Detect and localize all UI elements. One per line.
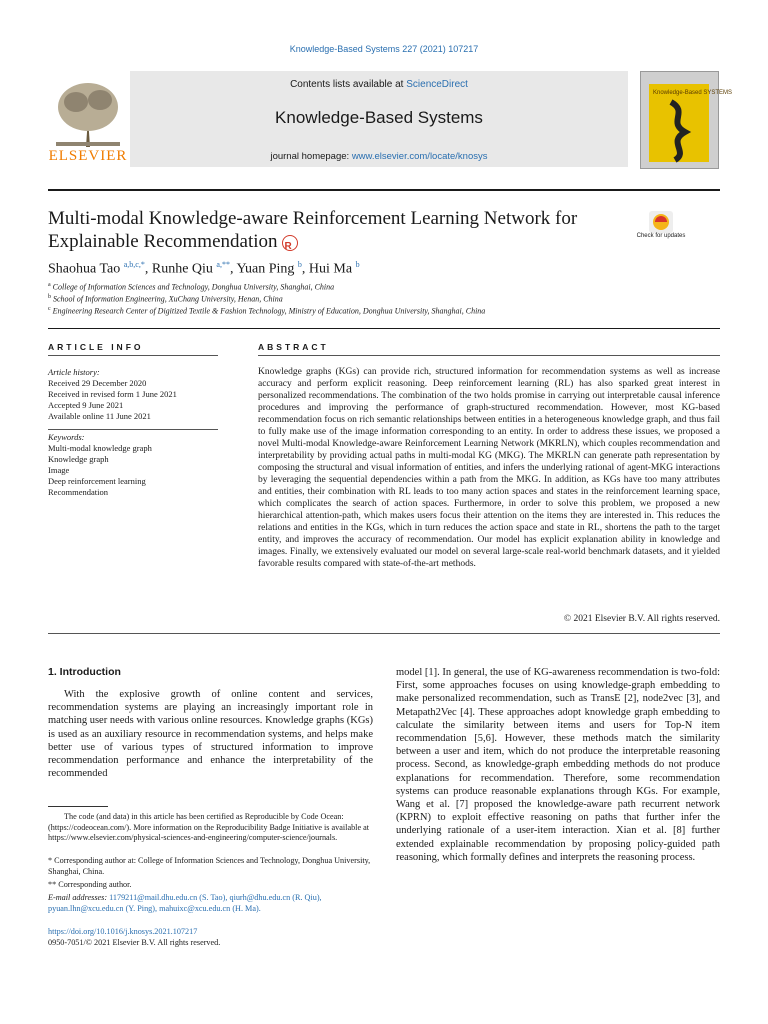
affiliation-b: [48, 294, 283, 304]
history-item: Received 29 December 2020: [48, 378, 147, 388]
check-for-updates-label[interactable]: Check for updates: [636, 233, 686, 239]
affiliation-marker: a: [48, 282, 51, 288]
introduction-right-paragraph: model [1]. In general, the use of KG-awareness recommendation is two-fold: First, some approaches focuses on using knowledge-graph embedding to make personalized recommendation, such as TransE [2], node2vec [3], and Metapath2Vec [4]. These approaches adopt knowledge graph embedding to calculate the similarity between items and users for Top-N item recommendation [5,6]. However, these methods match the similarity between a user and item, which do not produce the interpretable reasoning process. Second, as knowledge-graph embedding methods do not produce explanations for recommendation. Therefore, some recommendation systems can produce reasonable explanations through KGs. For example, Wang et al. [7] proposed the knowledge-aware path recurrent network (KPRN) to exploit effective reasoning on paths that further infer the underlying rationale of a user-item interaction. Xian et al. [8] further extended explainable recommendation by proposing policy-guided path reasoning, which formally defines and interprets the reasoning process.: [396, 667, 720, 863]
homepage-link[interactable]: www.elsevier.com/locate/knosys: [351, 151, 488, 162]
abstract-heading: ABSTRACT: [258, 342, 329, 352]
article-history: [48, 367, 223, 422]
author-affil-marker[interactable]: a,**: [216, 260, 230, 269]
keywords-label: Keywords:: [48, 432, 85, 442]
history-item: Accepted 9 June 2021: [48, 400, 124, 410]
affiliation-marker: c: [48, 306, 51, 312]
author-name[interactable]: Runhe Qiu: [151, 261, 213, 277]
keyword-item: Multi-modal knowledge graph: [48, 443, 152, 453]
email-label: E-mail addresses:: [48, 893, 108, 902]
check-for-updates-icon[interactable]: [643, 211, 679, 247]
abstract-bottom-rule: [48, 633, 720, 634]
reproducible-badge-icon[interactable]: [282, 235, 298, 251]
affiliation-a: [48, 282, 334, 292]
author-affil-marker[interactable]: a,b,c,*: [123, 260, 145, 269]
author-name[interactable]: Shaohua Tao: [48, 261, 121, 277]
journal-reference[interactable]: Knowledge-Based Systems 227 (2021) 107217: [289, 44, 479, 54]
author-affil-marker[interactable]: b: [297, 260, 302, 269]
contents-line: [130, 79, 628, 90]
section-rule: [48, 328, 720, 329]
article-info-heading: ARTICLE INFO: [48, 342, 144, 352]
journal-title: Knowledge-Based Systems: [275, 108, 483, 127]
corresponding-author-note: * Corresponding author at: College of Information Sciences and Technology, Donghua University, Shanghai, China.: [48, 856, 371, 876]
cover-art: [649, 84, 733, 162]
affiliation-c: [48, 306, 485, 316]
keywords-rule: [48, 429, 218, 430]
keyword-item: Knowledge graph: [48, 454, 109, 464]
article-info-rule: [48, 355, 218, 356]
doi-link[interactable]: https://doi.org/10.1016/j.knosys.2021.107217: [48, 927, 198, 936]
sciencedirect-link[interactable]: ScienceDirect: [406, 79, 468, 90]
abstract-copyright: © 2021 Elsevier B.V. All rights reserved.: [563, 614, 720, 624]
affiliation-text: Engineering Research Center of Digitized Textile & Fashion Technology, Ministry of Education, Donghua University, Shanghai, China: [52, 306, 486, 316]
keywords: [48, 432, 223, 498]
second-corresponding-note: ** Corresponding author.: [48, 880, 132, 889]
header-rule: [48, 189, 720, 191]
email-footnote: [48, 893, 373, 914]
journal-cover-image[interactable]: [640, 71, 733, 169]
author-name[interactable]: Yuan Ping: [236, 261, 295, 277]
history-item: Available online 11 June 2021: [48, 411, 151, 421]
history-item: Received in revised form 1 June 2021: [48, 389, 177, 399]
keyword-item: Deep reinforcement learning: [48, 476, 146, 486]
author-name[interactable]: Hui Ma: [308, 261, 353, 277]
contents-prefix: Contents lists available at: [290, 79, 407, 90]
homepage-prefix: journal homepage:: [270, 151, 352, 162]
homepage-line: [130, 151, 628, 162]
keyword-item: Image: [48, 465, 70, 475]
author-list: Shaohua Tao $^{a,b,c,*}$, Runhe Qiu $^{a,**}$, Yuan Ping $^b$, Hui Ma $^b$: [48, 260, 360, 277]
cover-title: Knowledge-Based SYSTEMS: [653, 90, 733, 96]
email-links[interactable]: 1179211@mail.dhu.edu.cn (S. Tao), qiurh@dhu.edu.cn (R. Qiu), pyuan.lhn@xcu.edu.cn (Y. Ping), mahuixc@xcu.edu.cn (H. Ma).: [48, 893, 322, 913]
introduction-heading: 1. Introduction: [48, 666, 121, 678]
affiliation-text: College of Information Sciences and Technology, Donghua University, Shanghai, China: [52, 282, 335, 292]
history-label: Article history:: [48, 367, 100, 377]
author-affil-marker[interactable]: b: [355, 260, 360, 269]
affiliation-marker: b: [48, 294, 51, 300]
code-ocean-footnote: The code (and data) in this article has been certified as Reproducible by Code Ocean: (https://codeocean.com/). More information on the Reproducibility Badge Initiative is available at https://www.elsevier.com/physical-sciences-and-engineering/computer-science/journals.: [48, 812, 370, 842]
article-title-text: Multi-modal Knowledge-aware Reinforcement Learning Network for Explainable Recommendation: [48, 208, 578, 252]
footnote-rule: [48, 806, 108, 807]
keyword-item: Recommendation: [48, 487, 108, 497]
abstract-rule: [258, 355, 720, 356]
elsevier-wordmark: ELSEVIER: [48, 148, 128, 164]
issn-copyright: 0950-7051/© 2021 Elsevier B.V. All rights reserved.: [48, 938, 221, 947]
introduction-left-paragraph: With the explosive growth of online content and services, recommendation systems are playing an increasingly important role in matching user needs with various online resources. Knowledge graphs (KGs) is used as an auxiliary resource in recommendation systems, and helps make better use of various types of structured information to improve recommendation performance and enhance the interpretability of the recommended: [48, 689, 373, 780]
abstract-text: Knowledge graphs (KGs) can provide rich, structured information for recommendation systems as well as increase accuracy and perform explicit reasoning. Deep reinforcement learning (RL) has also sparked great interest in personalized recommendations. The combination of the two holds promise in carrying out interpretable causal inference procedures and improving the performance of graph-structured recommendation. However, most KG-based recommendation focus on rich semantic relationships between entities in a heterogeneous knowledge graph, and thus fail to fully make use of the image information corresponding to an entity. In order to address these issues, we proposed a novel Multi-modal Knowledge-aware Reinforcement Learning Network (MKRLN), which couples recommendation and interpretability by providing actual paths in multi-modal KG (MKG). The MKRLN can generate path representation by composing the structural and visual information of entities, and infers the underlying rational of agent-MKG interactions by leveraging the sequential dependencies within a path from the MKG. In addition, as KGs have too many attributes and entities, their combination with RL leads to too many action spaces and states in the reinforcement learning space, which complicates the search of action spaces. Furthermore, in order to solve this problem, we proposed a new hierarchical attention-path, which makes users focus their attention on the items they are interested in. This reduces the relations and entities in the KGs, which in turn reduces the action space and state in RL, shortens the path to the target entity, and improves the accuracy of recommendation. Our model has explicit explanation ability in knowledge and images. Finally, we extensively evaluated our model on several large-scale real-world benchmark datasets, and it yielded favorable results compared with state-of-the-art methods.: [258, 367, 720, 569]
affiliation-text: School of Information Engineering, XuChang University, Henan, China: [53, 294, 283, 304]
cover-dna-graphic: [649, 84, 733, 162]
article-title: [48, 207, 638, 253]
